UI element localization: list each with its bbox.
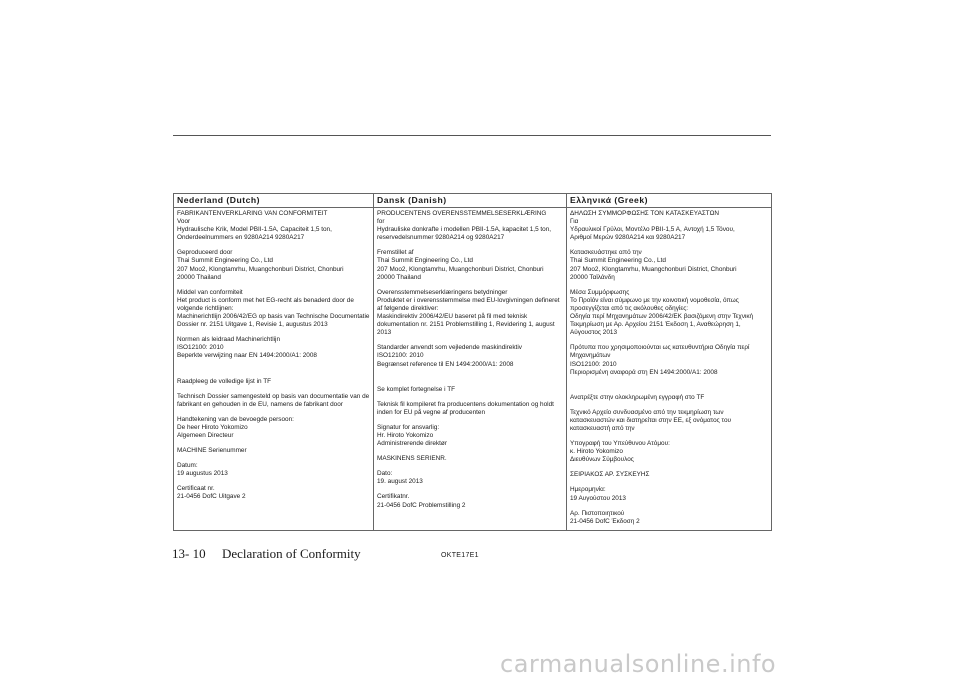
text-line: Se komplet fortegnelse i TF	[377, 385, 456, 393]
text-line: 20000 Thailand	[177, 273, 221, 281]
text-line: Περιορισμένη αναφορά στη EN 1494:2000/A1: 2008	[570, 368, 718, 376]
text-line: Certifikatnr.	[377, 493, 410, 501]
text-line: reservedelsnummer 9280A214 og 9280A217	[377, 234, 505, 242]
footer-title: Declaration of Conformity	[222, 546, 361, 561]
text-line: Thai Summit Engineering Co., Ltd	[177, 257, 273, 265]
text-line: 207 Moo2, Klongtamrhu, Muangchonburi District, Chonburi	[377, 265, 544, 273]
text-line: Voor	[177, 218, 191, 226]
section-signature	[177, 416, 370, 440]
section-serial-number	[377, 455, 563, 463]
text-line: 20000 Ταϊλάνδη	[570, 273, 615, 281]
header-row	[174, 194, 772, 208]
section-standards	[377, 344, 563, 368]
text-line: Handtekening van de bevoegde persoon:	[177, 415, 294, 423]
top-divider	[173, 135, 771, 136]
column-header-greek: Ελληνικά (Greek)	[567, 194, 772, 208]
text-line: Το Προϊόν είναι σύμφωνο με την κοινοτική νομοθεσία, όπως προσεγγίζεται από τις ακόλουθες οδηγίες:	[570, 296, 739, 312]
section-producer	[570, 249, 768, 281]
text-line: Ανατρέξτε στην ολοκληρωμένη εγγραφή στο TF	[570, 393, 705, 401]
section-signature	[377, 424, 563, 448]
text-line: 19 augustus 2013	[177, 470, 228, 478]
text-line: Standarder anvendt som vejledende maskindirektiv	[377, 344, 522, 352]
text-line: 21-0456 DofC Problemstilling 2	[377, 501, 466, 509]
text-line: Αρ. Πιστοποιητικού	[570, 509, 625, 517]
page-number: 13- 10	[172, 546, 206, 561]
text-line: Hr. Hiroto Yokomizo	[377, 431, 434, 439]
conformity-table	[173, 193, 772, 531]
text-line: for	[377, 218, 385, 226]
text-line: Technisch Dossier samengesteld op basis van documentatie van de fabrikant en gehouden in de EU, namens de fabrikant door	[177, 392, 370, 408]
text-line: Het product is conform met het EG-recht als benaderd door de volgende richtlijnen:	[177, 296, 354, 312]
text-line: Dato:	[377, 470, 393, 478]
text-line: Hydrauliske donkrafte i modellen PBII-1.5A, kapacitet 1,5 ton,	[377, 226, 552, 234]
column-header-danish: Dansk (Danish)	[374, 194, 567, 208]
text-line: De heer Hiroto Yokomizo	[177, 423, 248, 431]
text-line: FABRIKANTENVERKLARING VAN CONFORMITEIT	[177, 210, 328, 217]
text-line: Datum:	[177, 462, 198, 470]
text-line: 20000 Thailand	[377, 273, 421, 281]
section-producer	[177, 249, 370, 281]
column-header-dutch: Nederland (Dutch)	[174, 194, 374, 208]
text-line: 19 Αυγούστου 2013	[570, 494, 626, 502]
section-tf-reference	[570, 394, 768, 402]
section-certificate	[570, 510, 768, 526]
column-dutch	[174, 208, 374, 531]
text-line: 19. august 2013	[377, 478, 423, 486]
section-manufacturer-declaration	[570, 210, 768, 242]
text-line: Teknisk fil kompileret fra producentens dokumentation og holdt inden for EU på vegne af producenten	[377, 400, 554, 416]
text-line: Διευθύνων Σύμβουλος	[570, 456, 634, 464]
section-manufacturer-declaration	[177, 210, 370, 242]
section-technical-file	[377, 401, 563, 417]
text-line: Administrerende direktør	[377, 440, 447, 448]
text-line: Ημερομηνία:	[570, 486, 606, 494]
section-standards	[570, 344, 768, 376]
section-certificate	[377, 493, 563, 509]
section-technical-file	[570, 409, 768, 433]
section-standards	[177, 336, 370, 360]
text-line: PRODUCENTENS OVERENSSTEMMELSESERKLÆRING	[377, 210, 547, 217]
body-row	[174, 208, 772, 531]
text-line: Middel van conformiteit	[177, 288, 243, 296]
column-greek	[567, 208, 772, 531]
text-line: Geproduceerd door	[177, 249, 233, 257]
text-line: ISO12100: 2010	[177, 344, 224, 352]
text-line: Αριθμοί Μερών 9280A214 και 9280A217	[570, 234, 686, 242]
text-line: Certificaat nr.	[177, 485, 215, 493]
section-date	[570, 486, 768, 502]
text-line: Onderdeelnummers en 9280A214 9280A217	[177, 234, 305, 242]
section-producer	[377, 249, 563, 281]
document-code: OKTE17E1	[441, 552, 479, 559]
section-means-of-conformity	[570, 289, 768, 338]
section-means-of-conformity	[377, 289, 563, 338]
text-line: Μέσα Συμμόρφωσης	[570, 288, 630, 296]
section-tf-reference	[377, 386, 563, 394]
text-line: Υδραυλικοί Γρύλοι, Μοντέλο PBII-1,5 A, Αντοχή 1,5 Τόνου,	[570, 226, 735, 234]
text-line: Beperkte verwijzing naar EN 1494:2000/A1: 2008	[177, 352, 317, 360]
section-certificate	[177, 485, 370, 501]
section-manufacturer-declaration	[377, 210, 563, 242]
text-line: Thai Summit Engineering Co., Ltd	[570, 257, 666, 265]
text-line: Πρότυπα που χρησιμοποιούνται ως κατευθυντήρια Οδηγία περί Μηχανημάτων	[570, 344, 750, 360]
text-line: 207 Moo2, Klongtamrhu, Muangchonburi District, Chonburi	[177, 265, 344, 273]
text-line: ΣΕΙΡΙΑΚΟΣ ΑΡ. ΣΥΣΚΕΥΗΣ	[570, 471, 650, 479]
text-line: Maskindirektiv 2006/42/EU baseret på fil med teknisk dokumentation nr. 2151 Problemstilling 1, Revidering 1, august 2013	[377, 313, 555, 337]
text-line: Fremstillet af	[377, 249, 414, 257]
text-line: Υπογραφή του Υπεύθυνου Ατόμου:	[570, 440, 670, 448]
text-line: Signatur for ansvarlig:	[377, 423, 440, 431]
section-serial-number	[570, 471, 768, 479]
text-line: 207 Moo2, Klongtamrhu, Muangchonburi District, Chonburi	[570, 265, 737, 273]
text-line: Begrænset reference til EN 1494:2000/A1: 2008	[377, 360, 514, 368]
text-line: 21-0456 DofC Έκδοση 2	[570, 517, 640, 525]
text-line: ISO12100: 2010	[570, 360, 617, 368]
text-line: ISO12100: 2010	[377, 352, 424, 360]
text-line: 21-0456 DofC Uitgave 2	[177, 493, 246, 501]
text-line: Κατασκευάστηκε από την	[570, 249, 642, 257]
section-means-of-conformity	[177, 289, 370, 329]
text-line: ΔΗΛΩΣΗ ΣΥΜΜΟΡΦΩΣΗΣ ΤΟΝ ΚΑΤΑΣΚΕΥΑΣΤΩΝ	[570, 210, 719, 217]
text-line: Για	[570, 218, 579, 226]
section-date	[377, 470, 563, 486]
text-line: Machinerichtlijn 2006/42/EG op basis van Technische Documentatie Dossier nr. 2151 Uitgave 1, Revisie 1, augustus 2013	[177, 313, 370, 329]
text-line: MASKINENS SERIENR.	[377, 455, 447, 463]
section-serial-number	[177, 447, 370, 455]
column-danish	[374, 208, 567, 531]
text-line: Normen als leidraad Machinerichtlijn	[177, 336, 281, 344]
text-line: Produktet er i overensstemmelse med EU-lovgivningen defineret af følgende direktiver:	[377, 296, 560, 312]
text-line: MACHINE Serienummer	[177, 447, 247, 455]
section-date	[177, 462, 370, 478]
text-line: Οδηγία περί Μηχανημάτων 2006/42/ΕΚ βασιζόμενη στην Τεχνική Τεκμηρίωση με Αρ. Αρχείου 2151 Έκδοση 1, Αναθεώρηση 1, Αύγουστος 2013	[570, 313, 754, 337]
text-line: Algemeen Directeur	[177, 431, 234, 439]
section-signature	[570, 440, 768, 464]
text-line: Overensstemmelseserklæringens betydninger	[377, 288, 508, 296]
watermark-text: carmanualsonline.info	[500, 650, 777, 678]
text-line: Thai Summit Engineering Co., Ltd	[377, 257, 473, 265]
text-line: Τεχνικό Αρχείο συνδυασμένο από την τεκμηρίωση των κατασκευαστών και διατηρείται στην ΕΕ, εξ ονόματος του κατασκευαστή από την	[570, 408, 732, 432]
text-line: κ. Hiroto Yokomizo	[570, 448, 623, 456]
section-technical-file	[177, 393, 370, 409]
section-tf-reference	[177, 378, 370, 386]
text-line: Hydraulische Krik, Model PBII-1.5A, Capaciteit 1,5 ton,	[177, 226, 332, 234]
text-line: Raadpleeg de volledige lijst in TF	[177, 377, 272, 385]
